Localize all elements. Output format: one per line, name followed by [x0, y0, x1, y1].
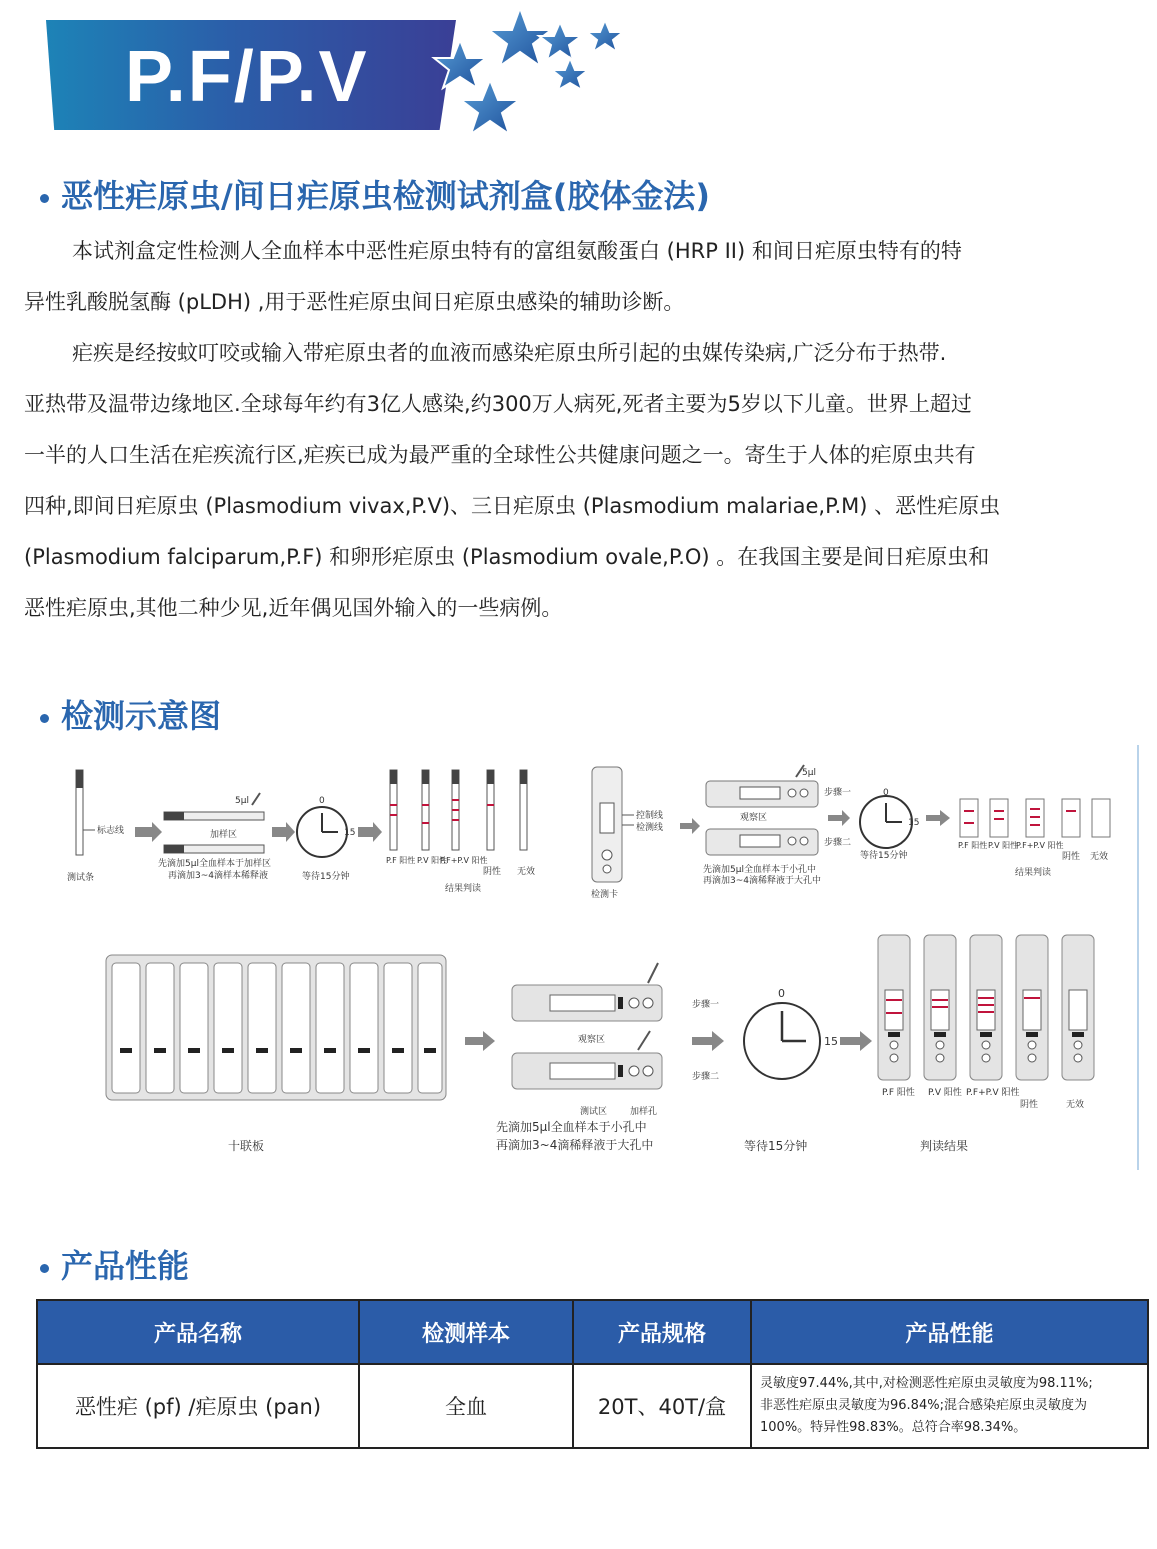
test-line-label: 检测线 [636, 823, 664, 833]
result-label: P.F 阳性 [958, 841, 988, 850]
control-line-label: 控制线 [636, 811, 664, 821]
panel-results [878, 935, 1094, 1080]
panel-procedure [106, 935, 1094, 1153]
section-title-diagram [40, 696, 221, 736]
sample-cell: 全血 [359, 1364, 573, 1448]
result-label: P.F+P.V 阳性 [1016, 841, 1064, 850]
card-results [960, 799, 1110, 837]
product-name-cell: 恶性疟 (pf) /疟原虫 (pan) [37, 1364, 359, 1448]
section-title-performance [40, 1246, 189, 1286]
star-icon [539, 22, 581, 60]
arrow-icon [135, 822, 162, 842]
step2-label: 步骤二 [824, 838, 852, 848]
card-label: 检测卡 [591, 890, 619, 900]
clock-0: 0 [778, 987, 785, 1000]
marker-line-label: 标志线 [97, 826, 125, 836]
clock-0: 0 [883, 788, 889, 798]
volume-label: 5μl [802, 768, 816, 778]
result-label: 无效 [517, 867, 536, 877]
strip-results [390, 770, 527, 850]
result-label: P.V 阳性 [417, 856, 448, 865]
star-icon [461, 80, 519, 134]
step1-label: 步骤一 [692, 1000, 720, 1010]
sample-hole-label: 加样孔 [630, 1107, 658, 1117]
result-label: P.F 阳性 [882, 1088, 915, 1098]
section-title-text: 检测示意图 [61, 697, 222, 735]
text-line: 亚热带及温带边缘地区.全球每年约有3亿人感染,约300万人病死,死者主要为5岁以下儿童。世界上超过 [24, 392, 972, 416]
arrow-icon [828, 810, 850, 826]
arrow-icon [680, 818, 700, 834]
arrow-icon [840, 1031, 872, 1051]
stars-decoration [420, 0, 640, 140]
perf-line: 灵敏度97.44%,其中,对检测恶性疟原虫灵敏度为98.11%; [760, 1376, 1093, 1391]
sample-zone-label: 加样区 [210, 830, 238, 840]
instruction-2: 再滴加3~4滴样本稀释液 [168, 871, 268, 881]
bullet-icon [40, 1264, 49, 1273]
result-label: P.F 阳性 [386, 856, 416, 865]
intro-paragraph [24, 226, 1157, 634]
table-row [37, 1364, 1148, 1448]
arrow-icon [272, 822, 295, 842]
arrow-icon [692, 1031, 724, 1051]
result-label: 阴性 [1020, 1100, 1039, 1110]
result-label: P.V 阳性 [988, 841, 1019, 850]
perf-line: 非恶性疟原虫灵敏度为96.84%;混合感染疟原虫灵敏度为 [760, 1398, 1087, 1413]
clock-15: 15 [908, 818, 920, 828]
step2-label: 步骤二 [692, 1072, 720, 1082]
star-icon [434, 40, 486, 88]
arrow-icon [465, 1031, 495, 1051]
table-header-row [37, 1300, 1148, 1364]
text-line: 异性乳酸脱氢酶 (pLDH) ,用于恶性疟原虫间日疟原虫感染的辅助诊断。 [24, 290, 685, 314]
bullet-icon [40, 714, 49, 723]
wait-label: 等待15分钟 [860, 851, 908, 861]
section-title-text: 产品性能 [61, 1247, 190, 1285]
spec-cell: 20T、40T/盒 [573, 1364, 751, 1448]
procedure-diagram [40, 745, 1140, 1175]
panel-label: 十联板 [228, 1139, 265, 1153]
text-line: (Plasmodium falciparum,P.F) 和卵形疟原虫 (Plasmodium ovale,P.O) 。在我国主要是间日疟原虫和 [24, 545, 990, 569]
star-icon [552, 58, 588, 90]
bullet-icon [40, 194, 49, 203]
volume-label: 5μl [235, 796, 249, 806]
text-line: 疟疾是经按蚊叮咬或输入带疟原虫者的血液而感染疟原虫所引起的虫媒传染病,广泛分布于热带. [72, 341, 947, 365]
result-label: 阴性 [483, 867, 502, 877]
result-label: P.F+P.V 阳性 [966, 1088, 1020, 1098]
instruction-2: 再滴加3~4滴稀释液于大孔中 [703, 876, 821, 886]
text-line: 本试剂盒定性检测人全血样本中恶性疟原虫特有的富组氨酸蛋白 (HRP II) 和间日疟原虫特有的特 [72, 239, 962, 263]
strip-label: 测试条 [67, 873, 95, 883]
strip-procedure [67, 770, 535, 894]
result-caption: 结果判读 [445, 884, 482, 894]
result-label: 无效 [1066, 1100, 1085, 1110]
text-line: 一半的人口生活在疟疾流行区,疟疾已成为最严重的全球性公共健康问题之一。寄生于人体的疟原虫共有 [24, 443, 976, 467]
table-header: 检测样本 [359, 1300, 573, 1364]
instruction-2: 再滴加3~4滴稀释液于大孔中 [496, 1138, 654, 1152]
text-line: 恶性疟原虫,其他二种少见,近年偶见国外输入的一些病例。 [24, 596, 563, 620]
step1-label: 步骤一 [824, 788, 852, 798]
table-header: 产品名称 [37, 1300, 359, 1364]
arrow-icon [926, 810, 950, 826]
table-header: 产品性能 [751, 1300, 1148, 1364]
observe-label: 观察区 [740, 813, 768, 823]
instruction-1: 先滴加5μl全血样本于加样区 [158, 859, 271, 869]
test-zone-label: 测试区 [580, 1107, 608, 1117]
instruction-1: 先滴加5μl全血样本于小孔中 [496, 1120, 647, 1134]
header-title: P.F/P.V [125, 37, 369, 117]
performance-table [36, 1299, 1149, 1449]
wait-label: 等待15分钟 [302, 872, 350, 882]
wait-label: 等待15分钟 [744, 1139, 808, 1153]
result-label: 阴性 [1062, 852, 1081, 862]
section-title-text: 恶性疟原虫/间日疟原虫检测试剂盒(胶体金法) [61, 177, 710, 215]
clock-15: 15 [344, 828, 356, 838]
performance-cell [751, 1364, 1148, 1448]
observe-label: 观察区 [578, 1035, 606, 1045]
clock-0: 0 [319, 796, 325, 806]
result-label: P.F+P.V 阳性 [440, 856, 488, 865]
instruction-1: 先滴加5μl全血样本于小孔中 [703, 865, 816, 875]
star-icon [587, 20, 623, 52]
result-caption: 结果判读 [1015, 868, 1052, 878]
arrow-icon [358, 822, 382, 842]
table-header: 产品规格 [573, 1300, 751, 1364]
text-line: 四种,即间日疟原虫 (Plasmodium vivax,P.V)、三日疟原虫 (Plasmodium malariae,P.M) 、恶性疟原虫 [24, 494, 1001, 518]
perf-line: 100%。特异性98.83%。总符合率98.34%。 [760, 1420, 1027, 1435]
card-procedure [591, 765, 1110, 900]
result-label: 无效 [1090, 852, 1109, 862]
result-label: P.V 阳性 [928, 1088, 962, 1098]
result-caption: 判读结果 [920, 1139, 969, 1153]
clock-15: 15 [824, 1035, 838, 1048]
section-title-product [40, 176, 710, 216]
